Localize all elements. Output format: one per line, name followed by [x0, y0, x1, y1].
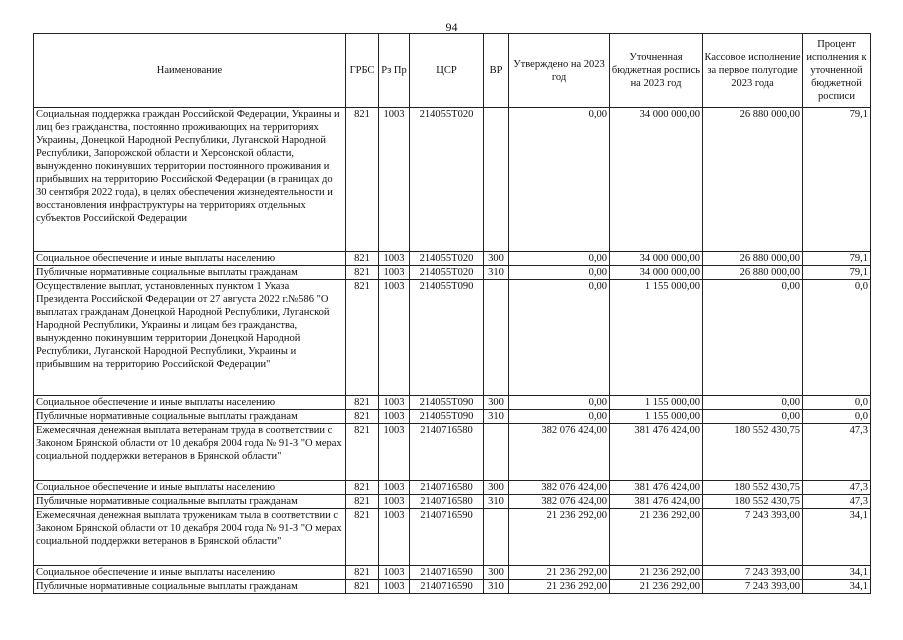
- cell-vr: 310: [484, 410, 509, 424]
- cell-approved: 382 076 424,00: [509, 424, 610, 481]
- cell-csr: 214055T020: [410, 252, 484, 266]
- table-row: [34, 410, 871, 424]
- cell-grbs: 821: [346, 580, 379, 594]
- cell-percent: 79,1: [803, 108, 871, 252]
- cell-rz-pr: 1003: [379, 495, 410, 509]
- page-number: 94: [445, 20, 458, 34]
- cell-csr: 214055T090: [410, 396, 484, 410]
- cell-vr: 300: [484, 566, 509, 580]
- cell-grbs: 821: [346, 410, 379, 424]
- table-row: [34, 481, 871, 495]
- cell-cash: 0,00: [703, 396, 803, 410]
- cell-cash: 7 243 393,00: [703, 580, 803, 594]
- cell-vr: 300: [484, 396, 509, 410]
- cell-name: Осуществление выплат, установленных пунктом 1 Указа Президента Российской Федерации от 27 августа 2022 г.№586 "О выплатах гражданам Донецкой Народной Республики, Луганской Народной Республики, Украины и лицам без гражданства, вынужденно покинувшим территории Донецкой Народной Республики, Луганской Народной Республики, Украины и прибывшим на территорию Российской Федерации": [34, 280, 346, 396]
- cell-rz-pr: 1003: [379, 509, 410, 566]
- cell-name: Социальное обеспечение и иные выплаты населению: [34, 396, 346, 410]
- cell-refined: 381 476 424,00: [610, 424, 703, 481]
- cell-name: Публичные нормативные социальные выплаты гражданам: [34, 410, 346, 424]
- cell-name: Ежемесячная денежная выплата труженикам тыла в соответствии с Законом Брянской области от 10 декабря 2004 года № 91-З "О мерах социальной поддержки ветеранов в Брянской области": [34, 509, 346, 566]
- cell-approved: 0,00: [509, 252, 610, 266]
- cell-cash: 26 880 000,00: [703, 108, 803, 252]
- header-rz-pr: Рз Пр: [379, 34, 410, 108]
- cell-csr: 214055T090: [410, 280, 484, 396]
- cell-percent: 79,1: [803, 266, 871, 280]
- cell-vr: 300: [484, 252, 509, 266]
- cell-percent: 79,1: [803, 252, 871, 266]
- cell-rz-pr: 1003: [379, 266, 410, 280]
- cell-name: Публичные нормативные социальные выплаты гражданам: [34, 266, 346, 280]
- table-row: [34, 396, 871, 410]
- cell-name: Социальное обеспечение и иные выплаты населению: [34, 481, 346, 495]
- cell-percent: 47,3: [803, 495, 871, 509]
- header-csr: ЦСР: [410, 34, 484, 108]
- table-row: [34, 495, 871, 509]
- cell-approved: 0,00: [509, 396, 610, 410]
- cell-name: Публичные нормативные социальные выплаты гражданам: [34, 580, 346, 594]
- cell-rz-pr: 1003: [379, 280, 410, 396]
- cell-rz-pr: 1003: [379, 580, 410, 594]
- cell-approved: 0,00: [509, 108, 610, 252]
- cell-approved: 21 236 292,00: [509, 580, 610, 594]
- header-name: Наименование: [34, 34, 346, 108]
- cell-vr: 300: [484, 481, 509, 495]
- cell-cash: 26 880 000,00: [703, 252, 803, 266]
- table-row: [34, 108, 871, 252]
- cell-refined: 34 000 000,00: [610, 252, 703, 266]
- cell-cash: 0,00: [703, 410, 803, 424]
- cell-name: Социальное обеспечение и иные выплаты населению: [34, 566, 346, 580]
- cell-grbs: 821: [346, 266, 379, 280]
- cell-percent: 34,1: [803, 566, 871, 580]
- table-row: [34, 280, 871, 396]
- cell-refined: 1 155 000,00: [610, 396, 703, 410]
- cell-cash: 0,00: [703, 280, 803, 396]
- cell-csr: 214055T020: [410, 266, 484, 280]
- cell-refined: 21 236 292,00: [610, 566, 703, 580]
- budget-execution-table: [33, 33, 871, 594]
- cell-rz-pr: 1003: [379, 424, 410, 481]
- cell-cash: 7 243 393,00: [703, 566, 803, 580]
- header-refined: Уточненная бюджетная роспись на 2023 год: [610, 34, 703, 108]
- cell-percent: 34,1: [803, 509, 871, 566]
- cell-cash: 26 880 000,00: [703, 266, 803, 280]
- cell-rz-pr: 1003: [379, 252, 410, 266]
- cell-grbs: 821: [346, 509, 379, 566]
- table-header-row: [34, 34, 871, 108]
- cell-grbs: 821: [346, 495, 379, 509]
- header-percent: Процент исполнения к уточненной бюджетной росписи: [803, 34, 871, 108]
- cell-grbs: 821: [346, 280, 379, 396]
- table-row: [34, 509, 871, 566]
- cell-csr: 214055T090: [410, 410, 484, 424]
- cell-percent: 34,1: [803, 580, 871, 594]
- cell-cash: 7 243 393,00: [703, 509, 803, 566]
- cell-rz-pr: 1003: [379, 566, 410, 580]
- cell-refined: 1 155 000,00: [610, 280, 703, 396]
- cell-grbs: 821: [346, 108, 379, 252]
- header-vr: ВР: [484, 34, 509, 108]
- cell-grbs: 821: [346, 252, 379, 266]
- cell-vr: [484, 280, 509, 396]
- cell-percent: 0,0: [803, 280, 871, 396]
- cell-grbs: 821: [346, 481, 379, 495]
- cell-csr: 2140716580: [410, 481, 484, 495]
- cell-approved: 382 076 424,00: [509, 481, 610, 495]
- cell-vr: [484, 108, 509, 252]
- cell-percent: 0,0: [803, 396, 871, 410]
- table-row: [34, 424, 871, 481]
- table-row: [34, 252, 871, 266]
- cell-approved: 21 236 292,00: [509, 566, 610, 580]
- cell-refined: 34 000 000,00: [610, 108, 703, 252]
- cell-approved: 382 076 424,00: [509, 495, 610, 509]
- cell-refined: 1 155 000,00: [610, 410, 703, 424]
- table-row: [34, 566, 871, 580]
- cell-csr: 2140716580: [410, 424, 484, 481]
- header-grbs: ГРБС: [346, 34, 379, 108]
- cell-rz-pr: 1003: [379, 396, 410, 410]
- cell-grbs: 821: [346, 396, 379, 410]
- cell-csr: 2140716590: [410, 566, 484, 580]
- cell-vr: 310: [484, 495, 509, 509]
- header-approved: Утверждено на 2023 год: [509, 34, 610, 108]
- cell-rz-pr: 1003: [379, 108, 410, 252]
- cell-grbs: 821: [346, 566, 379, 580]
- cell-cash: 180 552 430,75: [703, 495, 803, 509]
- cell-csr: 2140716590: [410, 509, 484, 566]
- header-cash: Кассовое исполнение за первое полугодие 2023 года: [703, 34, 803, 108]
- cell-vr: [484, 509, 509, 566]
- cell-percent: 47,3: [803, 481, 871, 495]
- cell-name: Публичные нормативные социальные выплаты гражданам: [34, 495, 346, 509]
- table-row: [34, 266, 871, 280]
- cell-refined: 21 236 292,00: [610, 580, 703, 594]
- cell-csr: 214055T020: [410, 108, 484, 252]
- cell-grbs: 821: [346, 424, 379, 481]
- cell-csr: 2140716590: [410, 580, 484, 594]
- cell-csr: 2140716580: [410, 495, 484, 509]
- cell-percent: 47,3: [803, 424, 871, 481]
- cell-refined: 34 000 000,00: [610, 266, 703, 280]
- cell-vr: 310: [484, 266, 509, 280]
- cell-refined: 381 476 424,00: [610, 495, 703, 509]
- cell-approved: 0,00: [509, 266, 610, 280]
- table-row: [34, 580, 871, 594]
- cell-name: Социальное обеспечение и иные выплаты населению: [34, 252, 346, 266]
- cell-percent: 0,0: [803, 410, 871, 424]
- cell-cash: 180 552 430,75: [703, 424, 803, 481]
- cell-name: Ежемесячная денежная выплата ветеранам труда в соответствии с Законом Брянской области от 10 декабря 2004 года № 91-З "О мерах социальной поддержки ветеранов в Брянской области": [34, 424, 346, 481]
- cell-rz-pr: 1003: [379, 481, 410, 495]
- cell-refined: 21 236 292,00: [610, 509, 703, 566]
- cell-approved: 0,00: [509, 410, 610, 424]
- cell-name: Социальная поддержка граждан Российской Федерации, Украины и лиц без гражданства, постоянно проживающих на территориях Украины, Донецкой Народной Республики, Луганской Народной Республики, Запорожской области и Херсонской области, вынужденно покинувших территории постоянного проживания и прибывших на территорию Российской Федерации (в границах до 30 сентября 2022 года), в целях обеспечения жизнедеятельности и восстановления инфраструктуры на территориях отдельных субъектов Российской Федерации: [34, 108, 346, 252]
- cell-vr: 310: [484, 580, 509, 594]
- cell-approved: 0,00: [509, 280, 610, 396]
- cell-rz-pr: 1003: [379, 410, 410, 424]
- cell-vr: [484, 424, 509, 481]
- cell-refined: 381 476 424,00: [610, 481, 703, 495]
- cell-cash: 180 552 430,75: [703, 481, 803, 495]
- cell-approved: 21 236 292,00: [509, 509, 610, 566]
